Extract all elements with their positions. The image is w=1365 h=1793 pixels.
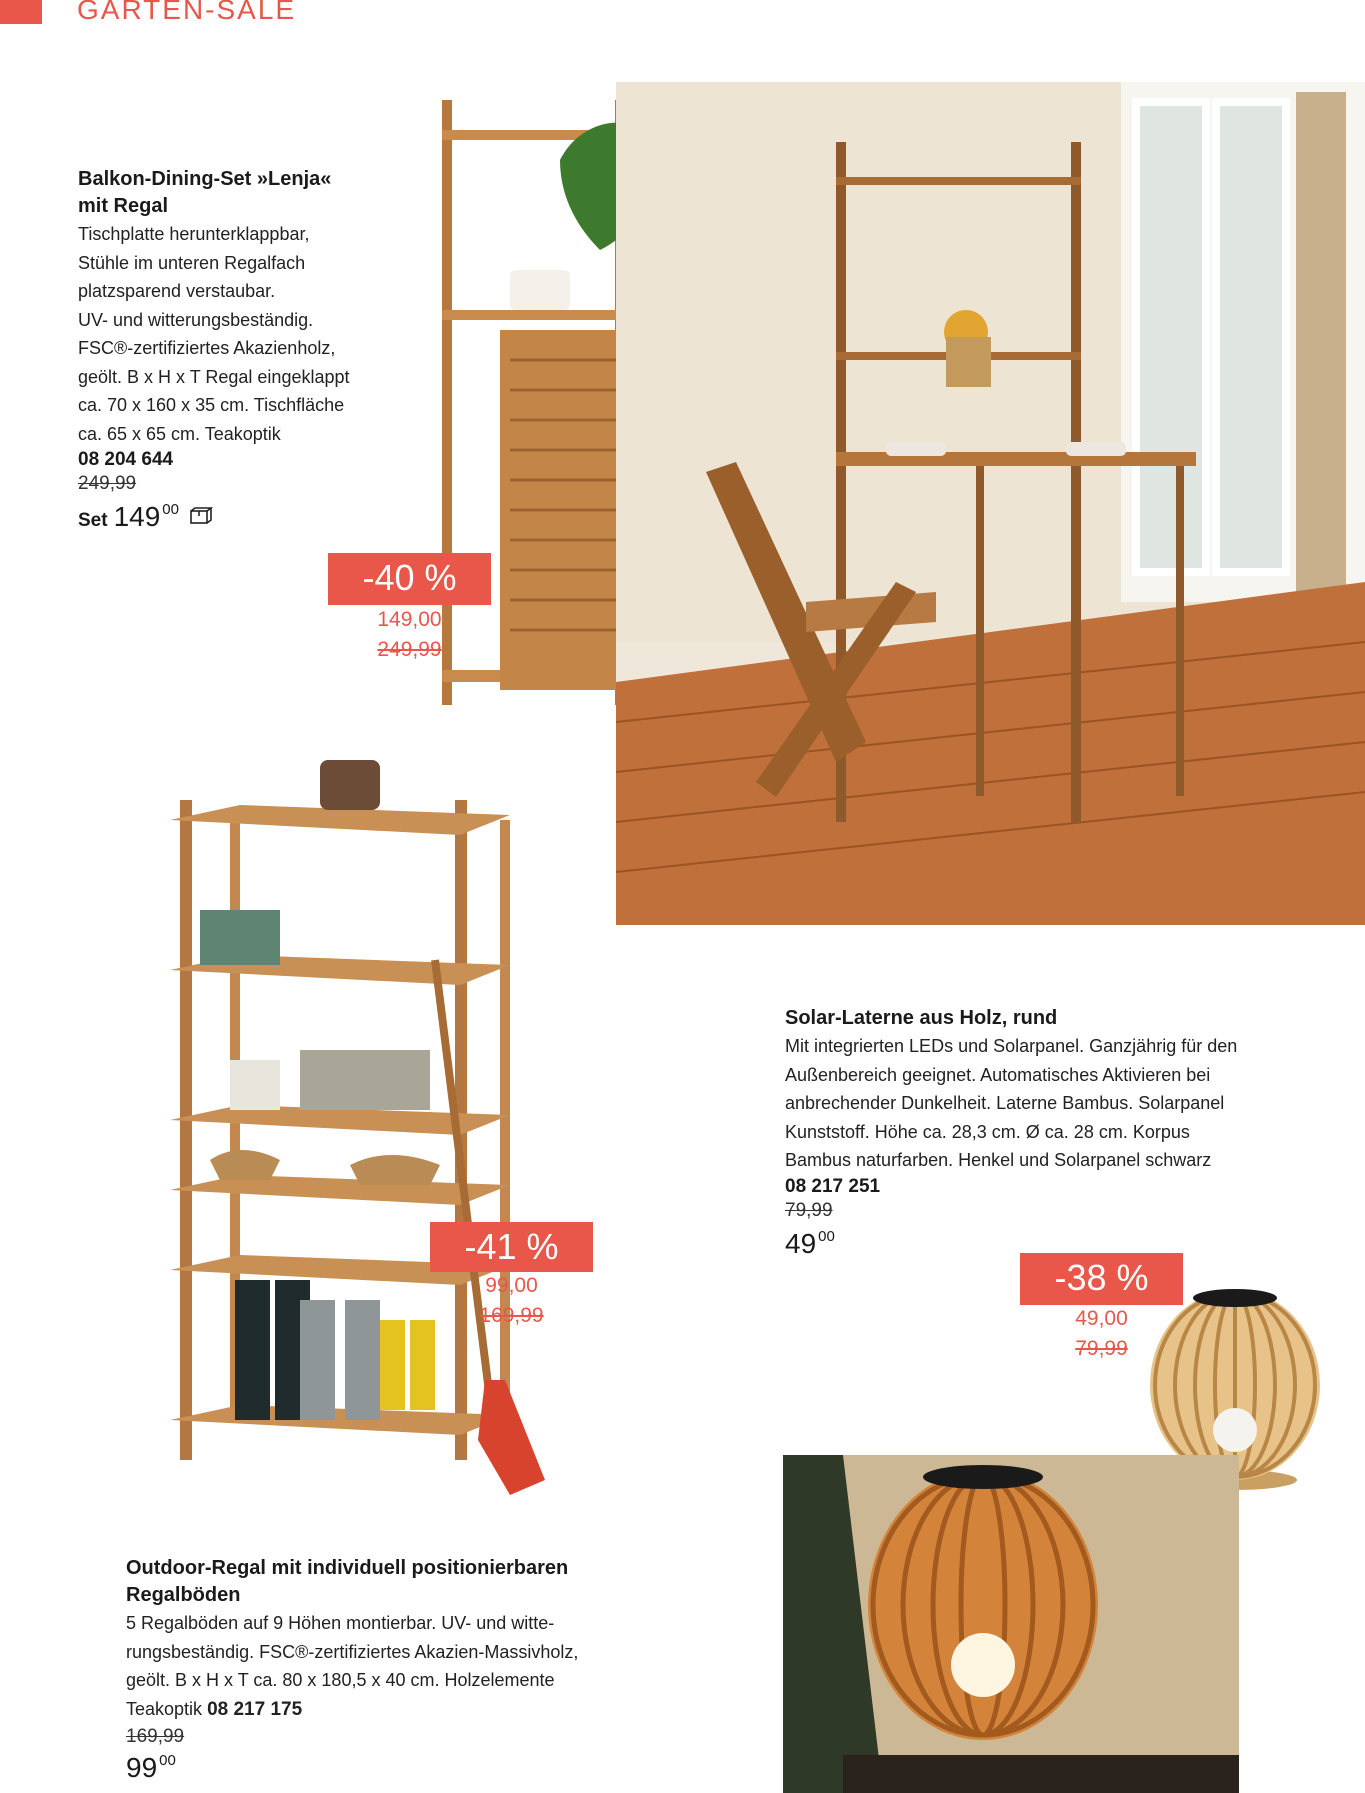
badge-price: 149,00 [377,608,442,631]
product-title: Solar-Laterne aus Holz, rund [785,1007,1058,1029]
page-title: GARTEN-SALE [77,0,297,25]
price-main [114,501,179,533]
article-number: 08 204 644 [78,449,174,470]
desc-line: geölt. B x H x T ca. 80 x 180,5 x 40 cm. Holzelemente [126,1670,555,1690]
desc-line: FSC®-zertifiziertes Akazienholz, [78,338,336,358]
badge-price: 99,00 [485,1274,538,1297]
price-cents: 00 [162,501,179,518]
article-number: 08 217 175 [207,1698,303,1720]
old-price: 169,99 [126,1726,185,1747]
desc-line: rungsbeständig. FSC®-zertifiziertes Akazien-Massivholz, [126,1641,579,1662]
desc-line: Bambus naturfarben. Henkel und Solarpanel schwarz [785,1150,1212,1170]
price-cents: 00 [159,1752,176,1769]
badge-price: 49,00 [1075,1307,1128,1330]
desc-line: Kunststoff. Höhe ca. 28,3 cm. Ø ca. 28 cm. Korpus [785,1121,1190,1142]
article-number: 08 217 251 [785,1175,881,1197]
image-outdoor-shelf [160,760,590,1500]
desc-line: Tischplatte herunterklappbar, [78,224,310,244]
product-solar-lantern [785,1005,1345,1260]
price-integer: 149 [113,501,161,532]
package-icon [189,506,213,526]
badge-old-price: 79,99 [1075,1337,1128,1360]
old-price: 79,99 [785,1199,833,1221]
old-price: 249,99 [78,473,137,494]
desc-line: platzsparend verstaubar. [78,281,276,301]
product-outdoor-shelf [126,1555,686,1784]
discount-badge: -38 % [1020,1253,1183,1305]
price-integer: 49 [785,1227,817,1259]
current-price [126,1752,686,1784]
desc-line: UV- und witterungsbeständig. [78,309,314,330]
product-title: Outdoor-Regal mit individuell positionierbaren [126,1557,569,1579]
desc-line: ca. 65 x 65 cm. Teakoptik [78,423,281,444]
product-description [78,220,418,448]
product-title-line2: mit Regal [78,195,169,217]
desc-text: Teakoptik [126,1698,203,1719]
desc-line: ca. 70 x 160 x 35 cm. Tischfläche [78,395,345,415]
desc-line [126,1695,686,1725]
header-accent-bar [0,0,42,24]
desc-line: Stühle im unteren Regalfach [78,252,306,273]
product-description [785,1032,1345,1175]
price-label: Set [78,510,108,531]
price-integer: 99 [126,1752,158,1783]
discount-badge: -41 % [430,1222,593,1272]
current-price [78,501,418,533]
desc-line: 5 Regalböden auf 9 Höhen montierbar. UV- und witte- [126,1613,555,1633]
desc-line: geölt. B x H x T Regal eingeklappt [78,366,350,387]
image-lantern-scene [783,1455,1239,1793]
badge-old-price: 249,99 [377,638,442,661]
desc-line: anbrechender Dunkelheit. Laterne Bambus. Solarpanel [785,1093,1225,1113]
image-balcony-scene [616,82,1365,925]
product-title-line2: Regalböden [126,1584,241,1606]
product-title: Balkon-Dining-Set »Lenja« [78,168,332,190]
product-description [126,1609,686,1724]
discount-badge: -40 % [328,553,491,605]
product-lenja [78,166,418,533]
desc-line: Außenbereich geeignet. Automatisches Aktivieren bei [785,1064,1211,1085]
desc-line: Mit integrierten LEDs und Solarpanel. Ganzjährig für den [785,1036,1238,1056]
badge-old-price: 169,99 [479,1304,544,1327]
price-cents: 00 [818,1227,835,1245]
